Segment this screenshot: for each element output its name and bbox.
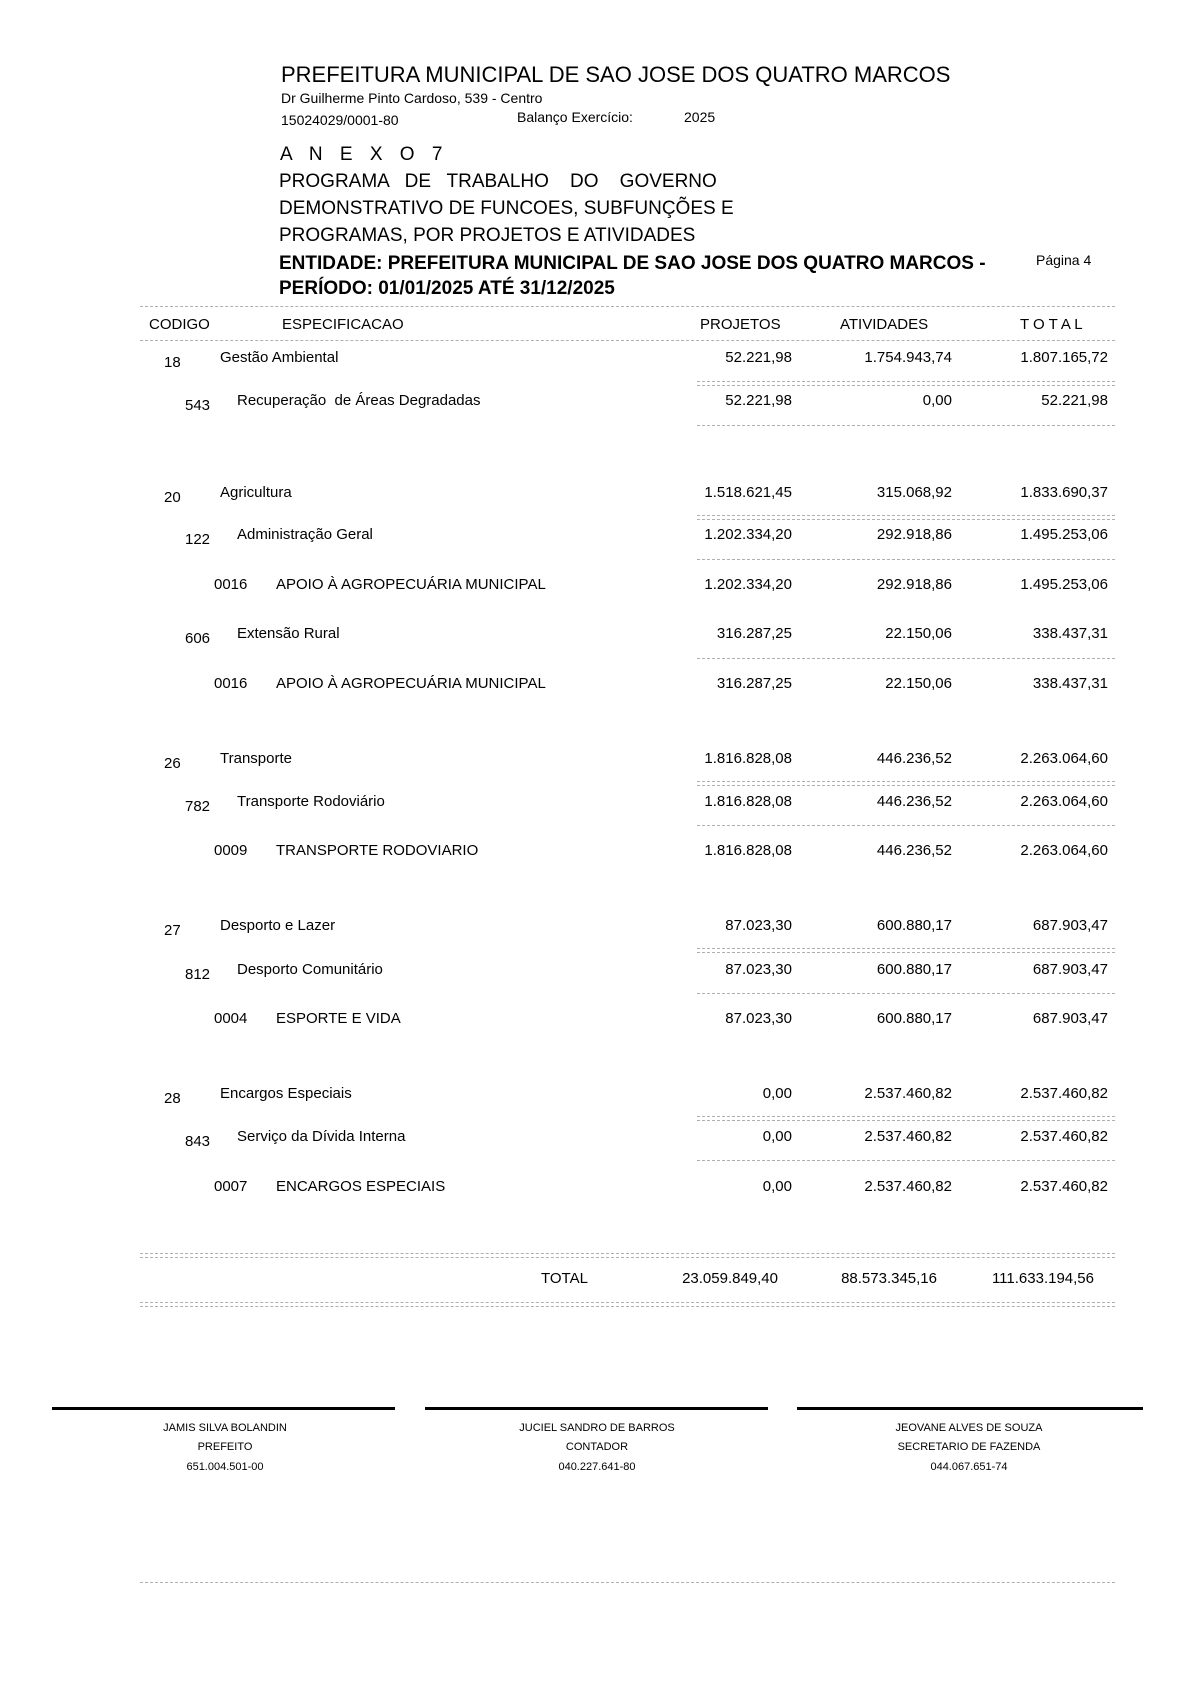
- signature-line: [425, 1407, 768, 1410]
- row-total: 2.263.064,60: [1020, 842, 1108, 859]
- row-projetos: 52.221,98: [725, 349, 792, 366]
- row-projetos: 316.287,25: [716, 675, 792, 692]
- row-projetos: 1.816.828,08: [704, 750, 792, 767]
- row-name: ENCARGOS ESPECIAIS: [276, 1178, 446, 1195]
- total-label: TOTAL: [541, 1270, 588, 1287]
- row-code: 0016: [214, 675, 248, 692]
- row-name: Serviço da Dívida Interna: [237, 1128, 406, 1145]
- footer-divider: [140, 1582, 1115, 1583]
- subtitle-line-3: PROGRAMAS, POR PROJETOS E ATIVIDADES: [279, 225, 696, 246]
- row-projetos: 0,00: [762, 1178, 792, 1195]
- signature-role: SECRETARIO DE FAZENDA: [897, 1441, 1041, 1453]
- entidade-line: ENTIDADE: PREFEITURA MUNICIPAL DE SAO JOSE DOS QUATRO MARCOS -: [279, 253, 986, 274]
- row-divider: [697, 781, 1115, 786]
- totals-bottom-divider: [140, 1302, 1115, 1307]
- row-code: 27: [164, 922, 181, 939]
- row-divider: [697, 381, 1115, 386]
- row-projetos: 87.023,30: [725, 1010, 792, 1027]
- row-code: 812: [185, 966, 211, 983]
- row-total: 687.903,47: [1032, 1010, 1108, 1027]
- row-total: 1.833.690,37: [1020, 484, 1108, 501]
- row-atividades: 446.236,52: [876, 793, 952, 810]
- anexo-label: A N E X O 7: [280, 144, 449, 165]
- col-total: T O T A L: [1020, 316, 1083, 333]
- row-atividades: 292.918,86: [876, 576, 952, 593]
- row-code: 26: [164, 755, 181, 772]
- row-divider: [697, 1116, 1115, 1121]
- subtitle-line-2: DEMONSTRATIVO DE FUNCOES, SUBFUNÇÕES E: [279, 198, 734, 219]
- row-name: APOIO À AGROPECUÁRIA MUNICIPAL: [276, 576, 546, 593]
- row-total: 338.437,31: [1032, 675, 1108, 692]
- entity-title: PREFEITURA MUNICIPAL DE SAO JOSE DOS QUATRO MARCOS: [281, 62, 951, 87]
- row-name: ESPORTE E VIDA: [276, 1010, 401, 1027]
- header-bottom-divider: [140, 340, 1115, 341]
- row-code: 0007: [214, 1178, 248, 1195]
- total-total: 111.633.194,56: [991, 1270, 1094, 1287]
- row-name: Desporto e Lazer: [220, 917, 336, 934]
- row-name: Administração Geral: [237, 526, 373, 543]
- row-code: 28: [164, 1090, 181, 1107]
- row-name: Encargos Especiais: [220, 1085, 352, 1102]
- row-projetos: 1.816.828,08: [704, 793, 792, 810]
- row-code: 0004: [214, 1010, 248, 1027]
- row-name: Transporte: [220, 750, 292, 767]
- signature-name: JUCIEL SANDRO DE BARROS: [519, 1422, 675, 1434]
- row-total: 1.495.253,06: [1020, 576, 1108, 593]
- row-projetos: 1.816.828,08: [704, 842, 792, 859]
- col-especificacao: ESPECIFICACAO: [282, 316, 404, 333]
- signature-line: [52, 1407, 395, 1410]
- row-projetos: 52.221,98: [725, 392, 792, 409]
- row-atividades: 0,00: [922, 392, 952, 409]
- row-code: 606: [185, 630, 211, 647]
- row-projetos: 0,00: [762, 1128, 792, 1145]
- row-code: 843: [185, 1133, 211, 1150]
- row-total: 2.537.460,82: [1020, 1178, 1108, 1195]
- signature-name: JEOVANE ALVES DE SOUZA: [895, 1422, 1043, 1434]
- row-divider: [697, 515, 1115, 520]
- row-total: 1.495.253,06: [1020, 526, 1108, 543]
- row-total: 687.903,47: [1032, 961, 1108, 978]
- row-code: 782: [185, 798, 211, 815]
- row-code: 122: [185, 531, 211, 548]
- signature-name: JAMIS SILVA BOLANDIN: [163, 1422, 287, 1434]
- row-atividades: 446.236,52: [876, 842, 952, 859]
- row-name: Gestão Ambiental: [220, 349, 339, 366]
- row-atividades: 600.880,17: [876, 1010, 952, 1027]
- header-top-divider: [140, 306, 1115, 307]
- row-atividades: 446.236,52: [876, 750, 952, 767]
- row-code: 20: [164, 489, 181, 506]
- row-code: 0009: [214, 842, 248, 859]
- row-divider: [697, 559, 1115, 560]
- row-name: Recuperação de Áreas Degradadas: [237, 392, 481, 409]
- row-name: Agricultura: [220, 484, 292, 501]
- row-total: 2.537.460,82: [1020, 1085, 1108, 1102]
- row-divider: [697, 993, 1115, 994]
- row-projetos: 87.023,30: [725, 917, 792, 934]
- row-code: 543: [185, 397, 211, 414]
- address: Dr Guilherme Pinto Cardoso, 539 - Centro: [281, 90, 543, 106]
- row-divider: [697, 425, 1115, 426]
- row-divider: [697, 1160, 1115, 1161]
- col-projetos: PROJETOS: [700, 316, 781, 333]
- row-atividades: 600.880,17: [876, 917, 952, 934]
- col-codigo: CODIGO: [149, 316, 210, 333]
- signature-line: [797, 1407, 1143, 1410]
- row-name: Desporto Comunitário: [237, 961, 383, 978]
- signature-cpf: 651.004.501-00: [186, 1461, 264, 1473]
- row-total: 2.263.064,60: [1020, 793, 1108, 810]
- totals-top-divider: [140, 1253, 1115, 1258]
- row-atividades: 22.150,06: [885, 625, 952, 642]
- row-code: 18: [164, 354, 181, 371]
- row-atividades: 1.754.943,74: [864, 349, 952, 366]
- page-number: Página 4: [1036, 252, 1092, 268]
- total-projetos: 23.059.849,40: [682, 1270, 778, 1287]
- row-projetos: 1.202.334,20: [704, 576, 792, 593]
- signature-role: CONTADOR: [565, 1441, 629, 1453]
- row-name: TRANSPORTE RODOVIARIO: [276, 842, 479, 859]
- row-name: Extensão Rural: [237, 625, 340, 642]
- balanco-label: Balanço Exercício:: [517, 109, 633, 125]
- row-total: 2.537.460,82: [1020, 1128, 1108, 1145]
- row-total: 2.263.064,60: [1020, 750, 1108, 767]
- row-projetos: 1.518.621,45: [704, 484, 792, 501]
- row-projetos: 1.202.334,20: [704, 526, 792, 543]
- row-total: 687.903,47: [1032, 917, 1108, 934]
- row-name: APOIO À AGROPECUÁRIA MUNICIPAL: [276, 675, 546, 692]
- cnpj: 15024029/0001-80: [281, 112, 399, 128]
- row-atividades: 2.537.460,82: [864, 1128, 952, 1145]
- total-atividades: 88.573.345,16: [841, 1270, 937, 1287]
- row-projetos: 0,00: [762, 1085, 792, 1102]
- signature-role: PREFEITO: [197, 1441, 253, 1453]
- signature-cpf: 044.067.651-74: [930, 1461, 1008, 1473]
- row-divider: [697, 948, 1115, 953]
- row-total: 1.807.165,72: [1020, 349, 1108, 366]
- row-total: 338.437,31: [1032, 625, 1108, 642]
- periodo-line: PERÍODO: 01/01/2025 ATÉ 31/12/2025: [279, 278, 615, 299]
- row-atividades: 600.880,17: [876, 961, 952, 978]
- row-name: Transporte Rodoviário: [237, 793, 385, 810]
- row-projetos: 316.287,25: [716, 625, 792, 642]
- balanco-year: 2025: [684, 109, 716, 125]
- row-divider: [697, 658, 1115, 659]
- col-atividades: ATIVIDADES: [840, 316, 929, 333]
- row-divider: [697, 825, 1115, 826]
- signature-cpf: 040.227.641-80: [558, 1461, 636, 1473]
- row-total: 52.221,98: [1041, 392, 1108, 409]
- row-atividades: 2.537.460,82: [864, 1085, 952, 1102]
- row-code: 0016: [214, 576, 248, 593]
- row-projetos: 87.023,30: [725, 961, 792, 978]
- subtitle-line-1: PROGRAMA DE TRABALHO DO GOVERNO: [279, 171, 717, 192]
- row-atividades: 22.150,06: [885, 675, 952, 692]
- row-atividades: 315.068,92: [876, 484, 952, 501]
- row-atividades: 2.537.460,82: [864, 1178, 952, 1195]
- row-atividades: 292.918,86: [876, 526, 952, 543]
